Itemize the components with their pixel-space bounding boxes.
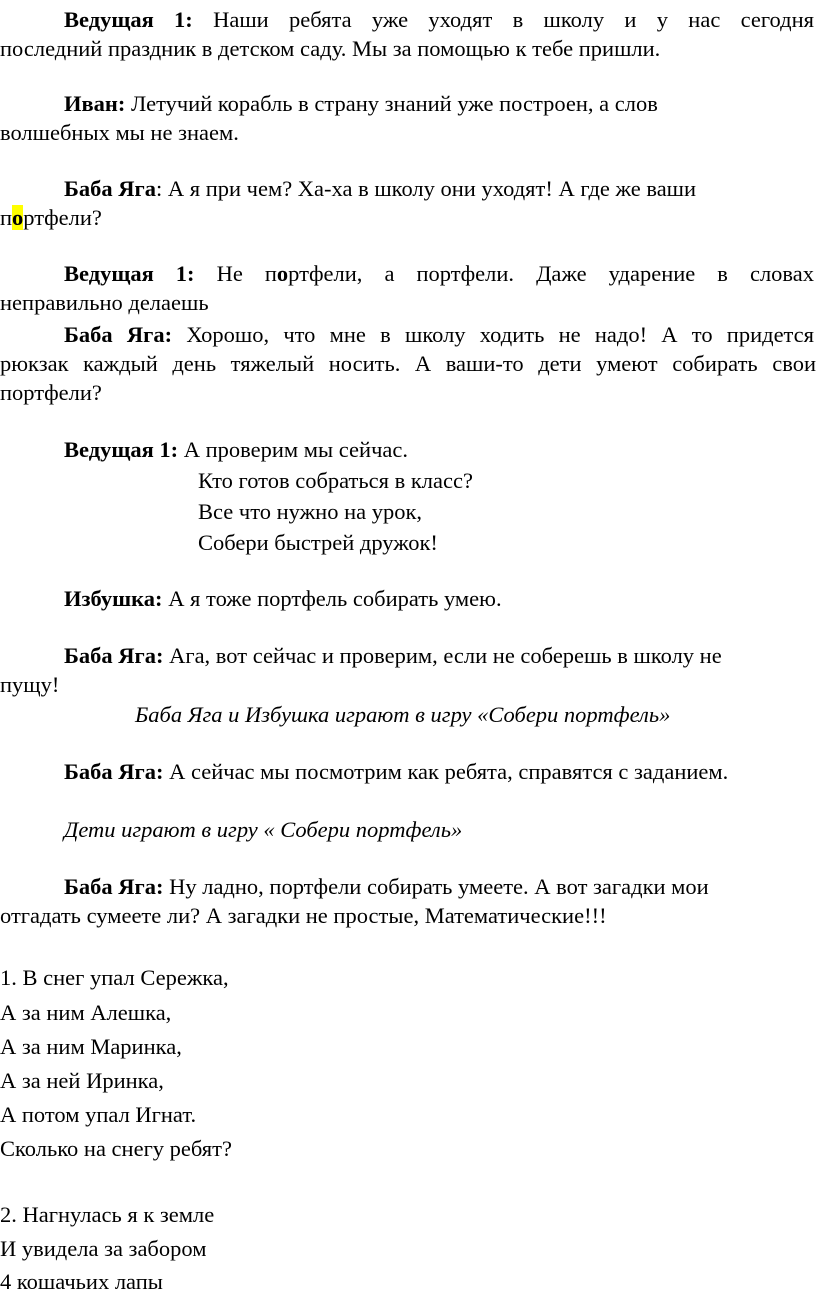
p8-line2: пущу! (0, 672, 60, 697)
verse-line: Собери быстрей дружок! (198, 530, 438, 555)
p11-line2: отгадать сумеете ли? А загадки не простые, Математические!!! (0, 903, 607, 928)
riddle-line: 2. Нагнулась я к земле (0, 1202, 215, 1227)
p2-line1: Иван: Летучий корабль в страну знаний уже построен, а слов (64, 91, 658, 116)
speaker-label: Ведущая 1: (64, 7, 193, 32)
p2-line2: волшебных мы не знаем. (0, 120, 239, 145)
speaker-label: Избушка: (64, 586, 163, 611)
speaker-label: Баба Яга: (64, 874, 164, 899)
p9-line1: Баба Яга: А сейчас мы посмотрим как ребята, справятся с заданием. (64, 759, 729, 784)
riddle-line: А потом упал Игнат. (0, 1102, 197, 1127)
speaker-label: Баба Яга: (64, 322, 173, 347)
riddle-line: А за ним Алешка, (0, 1000, 172, 1025)
p8-line1: Баба Яга: Ага, вот сейчас и проверим, если не соберешь в школу не (64, 643, 722, 668)
speaker-label: Ведущая 1: (64, 261, 195, 286)
p4-line2: неправильно делаешь (0, 290, 209, 315)
p1-line1: Ведущая 1: Наши ребята уже уходят в школу и у нас сегодня (64, 7, 814, 32)
riddle-line: А за ним Маринка, (0, 1034, 182, 1059)
p7-line1: Избушка: А я тоже портфель собирать умею. (64, 586, 502, 611)
p6-line1: Ведущая 1: А проверим мы сейчас. (64, 437, 408, 462)
p1-line2: последний праздник в детском саду. Мы за помощью к тебе пришли. (0, 36, 661, 61)
riddle-line: 4 кошачьих лапы (0, 1269, 163, 1294)
speaker-label: Баба Яга: (64, 759, 164, 784)
highlighted-letter: о (12, 205, 24, 230)
p5-line1: Баба Яга: Хорошо, что мне в школу ходить не надо! А то придется (64, 322, 815, 347)
p5-line2: рюкзак каждый день тяжелый носить. А ваши-то дети умеют собирать свои (0, 351, 816, 376)
riddle-line: 1. В снег упал Сережка, (0, 965, 229, 990)
verse-line: Кто готов собраться в класс? (198, 468, 473, 493)
speaker-label: Ведущая 1: (64, 437, 179, 462)
p3-line1: Баба Яга: А я при чем? Ха-ха в школу они уходят! А где же ваши (64, 176, 697, 201)
riddle-line: А за ней Иринка, (0, 1068, 164, 1093)
p3-line2: портфели? (0, 205, 102, 230)
speaker-label: Баба Яга: (64, 643, 164, 668)
p5-line3: портфели? (0, 380, 102, 405)
stage-direction: Баба Яга и Избушка играют в игру «Собери портфель» (135, 702, 671, 727)
riddle-line: И увидела за забором (0, 1236, 207, 1261)
riddle-line: Сколько на снегу ребят? (0, 1136, 232, 1161)
p4-line1: Ведущая 1: Не портфели, а портфели. Даже ударение в словах (64, 261, 814, 286)
speaker-label: Баба Яга (64, 176, 156, 201)
p11-line1: Баба Яга: Ну ладно, портфели собирать умеете. А вот загадки мои (64, 874, 709, 899)
stage-direction: Дети играют в игру « Собери портфель» (64, 817, 463, 842)
speaker-label: Иван: (64, 91, 126, 116)
verse-line: Все что нужно на урок, (198, 499, 423, 524)
